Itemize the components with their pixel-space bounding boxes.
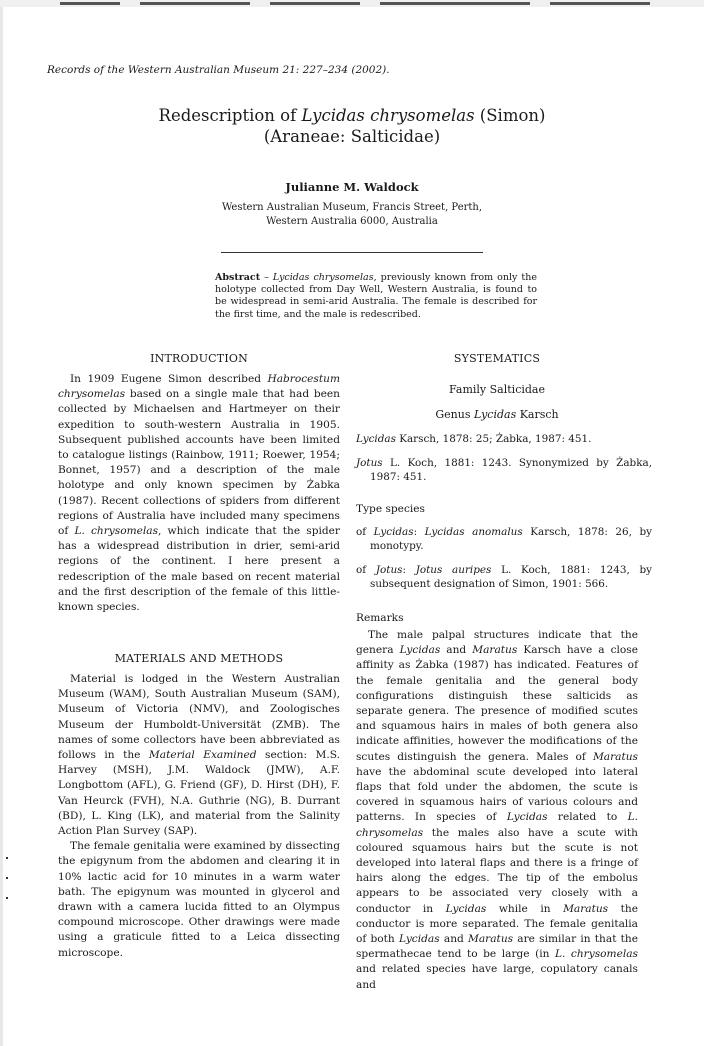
ts1-a: of xyxy=(356,526,374,538)
intro-species: L. chrysomelas xyxy=(74,525,159,538)
methods-paragraph-1 xyxy=(58,672,340,839)
intro-text-b: based on a single male that had been collected by Michaelsen and Hartmeyer on their expedition to south-western Australia in 1905. Subsequent published accounts have been limited to catalogue listings (Rainbow, 1911; Roewer, 1954; Bonnet, 1957) and a description of the male holotype and only known specimen by Żabka (1987). Recent collections of spiders from different regions of Australia have included many specimens of xyxy=(58,388,340,538)
remarks-genus: Maratus xyxy=(472,644,518,657)
article-title-line2: (Araneae: Salticidae) xyxy=(263,127,441,146)
abstract-text: , previously known from only the holotype collected from Day Well, Western Australia, is found to be widespread in semi-arid Australia. The female is described for the first time, and the male is redescribed. xyxy=(215,272,537,320)
methods-text-b: section: M.S. Harvey (MSH), J.M. Waldock (JMW), A.F. Longbottom (AFL), G. Friend (GF), D. Hirst (DH), F. Van Heurck (FVH), N.A. Guthrie (NG), B. Durrant (BD), L. King (LK), and material from the Salinity Action Plan Survey (SAP). xyxy=(58,749,340,838)
remarks-species: L. chrysomelas xyxy=(356,811,638,839)
scan-mark xyxy=(380,2,530,5)
family-heading: Family Salticidae xyxy=(449,383,545,396)
scan-mark xyxy=(550,2,650,5)
remarks-text: and xyxy=(439,933,469,946)
ts1-genus: Lycidas xyxy=(373,526,414,538)
remarks-text: Karsch have a close affinity as Żabka (1987) has indicated. Features of the female genitalia and the general body configurations distinguish these salticids as separate genera. The presence of modified scutes and squamous hairs in males of both genera also indicate affinities, however the modifications of the scutes distinguish the genera. Males of xyxy=(356,644,639,763)
remarks-genus: Maratus xyxy=(563,902,609,915)
title-divider xyxy=(221,252,483,253)
remarks-genus: Maratus xyxy=(592,750,638,763)
ref2-genus: Jotus xyxy=(356,457,383,469)
remarks-text: the males also have a scute with coloured squamous hairs but the scute is not developed into lateral flaps and there is a fringe of hairs along the edges. The tip of the embolus appears to be associated very closely with a conductor in xyxy=(356,826,638,915)
remarks-text: and related species have large, copulatory canals and xyxy=(356,963,638,991)
scan-margin-mark xyxy=(6,857,8,859)
scan-top-strip xyxy=(0,0,704,7)
remarks-genus: Lycidas xyxy=(399,644,441,657)
scan-margin-mark xyxy=(6,897,8,899)
remarks-text: are similar in that the spermathecae tend to be large (in xyxy=(356,933,639,961)
genus-name: Lycidas xyxy=(473,408,517,421)
scan-margin-mark xyxy=(6,877,8,879)
synonym-ref-1 xyxy=(356,432,652,446)
type-species-heading: Type species xyxy=(356,503,425,515)
remarks-body xyxy=(356,628,638,993)
methods-text-a: Material is lodged in the Western Australian Museum (WAM), South Australian Museum (SAM), Museum of Victoria (NMV), and Zoologisches Museum der Humboldt-Universität (ZMB). The names of some collectors have been abbreviated as follows in the xyxy=(58,673,340,762)
remarks-text: the conductor is more separated. The female genitalia of both xyxy=(356,902,638,946)
ts2-a: of xyxy=(356,564,376,576)
introduction-heading: INTRODUCTION xyxy=(150,352,248,365)
systematics-heading: SYSTEMATICS xyxy=(453,352,541,365)
ts2-c: L. Koch, 1881: 1243, by subsequent designation of Simon, 1901: 566. xyxy=(370,564,653,590)
remarks-genus: Maratus xyxy=(468,933,514,946)
title-suffix: (Simon) xyxy=(474,106,546,125)
scan-mark xyxy=(140,2,250,5)
genus-author: Karsch xyxy=(516,408,559,421)
introduction-body xyxy=(58,372,340,615)
title-species: Lycidas chrysomelas xyxy=(301,106,475,125)
ref2-text: L. Koch, 1881: 1243. Synonymized by Żabka, 1987: 451. xyxy=(370,457,652,483)
remarks-species: L. chrysomelas xyxy=(554,948,638,961)
genus-heading xyxy=(356,408,638,421)
remarks-genus: Lycidas xyxy=(398,933,440,946)
ts2-genus: Jotus xyxy=(375,564,403,576)
title-prefix: Redescription of xyxy=(158,106,302,125)
author-name: Julianne M. Waldock xyxy=(285,180,419,194)
abstract-dash: – xyxy=(260,272,273,283)
remarks-heading: Remarks xyxy=(356,612,404,624)
intro-genus: Habrocestum chrysomelas xyxy=(58,373,340,401)
abstract-species: Lycidas chrysomelas xyxy=(272,272,374,283)
remarks-paragraph xyxy=(356,628,638,993)
intro-text-c: , which indicate that the spider has a widespread distribution in drier, semi-arid regions of the continent. I here present a redescription of the male based on recent material and the first description of the female of this little-known species. xyxy=(58,525,340,614)
remarks-text: have the abdominal scute developed into lateral flaps that fold under the abdomen, the scute is covered in squamous hairs of various colours and patterns. In species of xyxy=(356,765,638,824)
article-title-line1 xyxy=(100,105,604,126)
methods-italic: Material Examined xyxy=(148,749,257,762)
remarks-text: related to xyxy=(547,811,628,824)
scan-mark xyxy=(60,2,120,5)
remarks-genus: Lycidas xyxy=(445,902,487,915)
remarks-genus: Lycidas xyxy=(506,811,548,824)
remarks-text: and xyxy=(440,644,473,657)
ts2-species: Jotus auripes xyxy=(415,564,492,576)
introduction-paragraph xyxy=(58,372,340,615)
ref1-text: Karsch, 1878: 25; Żabka, 1987: 451. xyxy=(395,433,592,445)
ts2-b: : xyxy=(402,564,416,576)
scan-mark xyxy=(270,2,360,5)
abstract xyxy=(215,272,537,321)
type-species-2 xyxy=(356,563,652,591)
remarks-text: while in xyxy=(486,902,564,915)
author-affiliation-line1: Western Australian Museum, Francis Street, Perth, xyxy=(221,202,483,213)
remarks-text: The male palpal structures indicate that the genera xyxy=(356,629,638,657)
genus-prefix: Genus xyxy=(435,408,474,421)
methods-body xyxy=(58,672,340,961)
ts1-species: Lycidas anomalus xyxy=(424,526,523,538)
synonym-ref-2 xyxy=(356,456,652,484)
intro-text-a: In 1909 Eugene Simon described xyxy=(70,373,268,385)
scan-left-edge xyxy=(0,0,3,1046)
journal-citation: Records of the Western Australian Museum 21: 227–234 (2002). xyxy=(47,64,390,76)
ts1-c: Karsch, 1878: 26, by monotypy. xyxy=(370,526,653,552)
ref1-genus: Lycidas xyxy=(356,433,396,445)
methods-heading: MATERIALS AND METHODS xyxy=(114,652,284,665)
ts1-b: : xyxy=(413,526,425,538)
methods-paragraph-2: The female genitalia were examined by dissecting the epigynum from the abdomen and clearing it in 10% lactic acid for 10 minutes in a warm water bath. The epigynum was mounted in glycerol and drawn with a camera lucida fitted to an Olympus compound microscope. Other drawings were made using a graticule fitted to a Leica dissecting microscope. xyxy=(58,840,340,959)
author-affiliation-line2: Western Australia 6000, Australia xyxy=(266,216,438,227)
type-species-1 xyxy=(356,525,652,553)
abstract-label: Abstract xyxy=(215,272,261,283)
